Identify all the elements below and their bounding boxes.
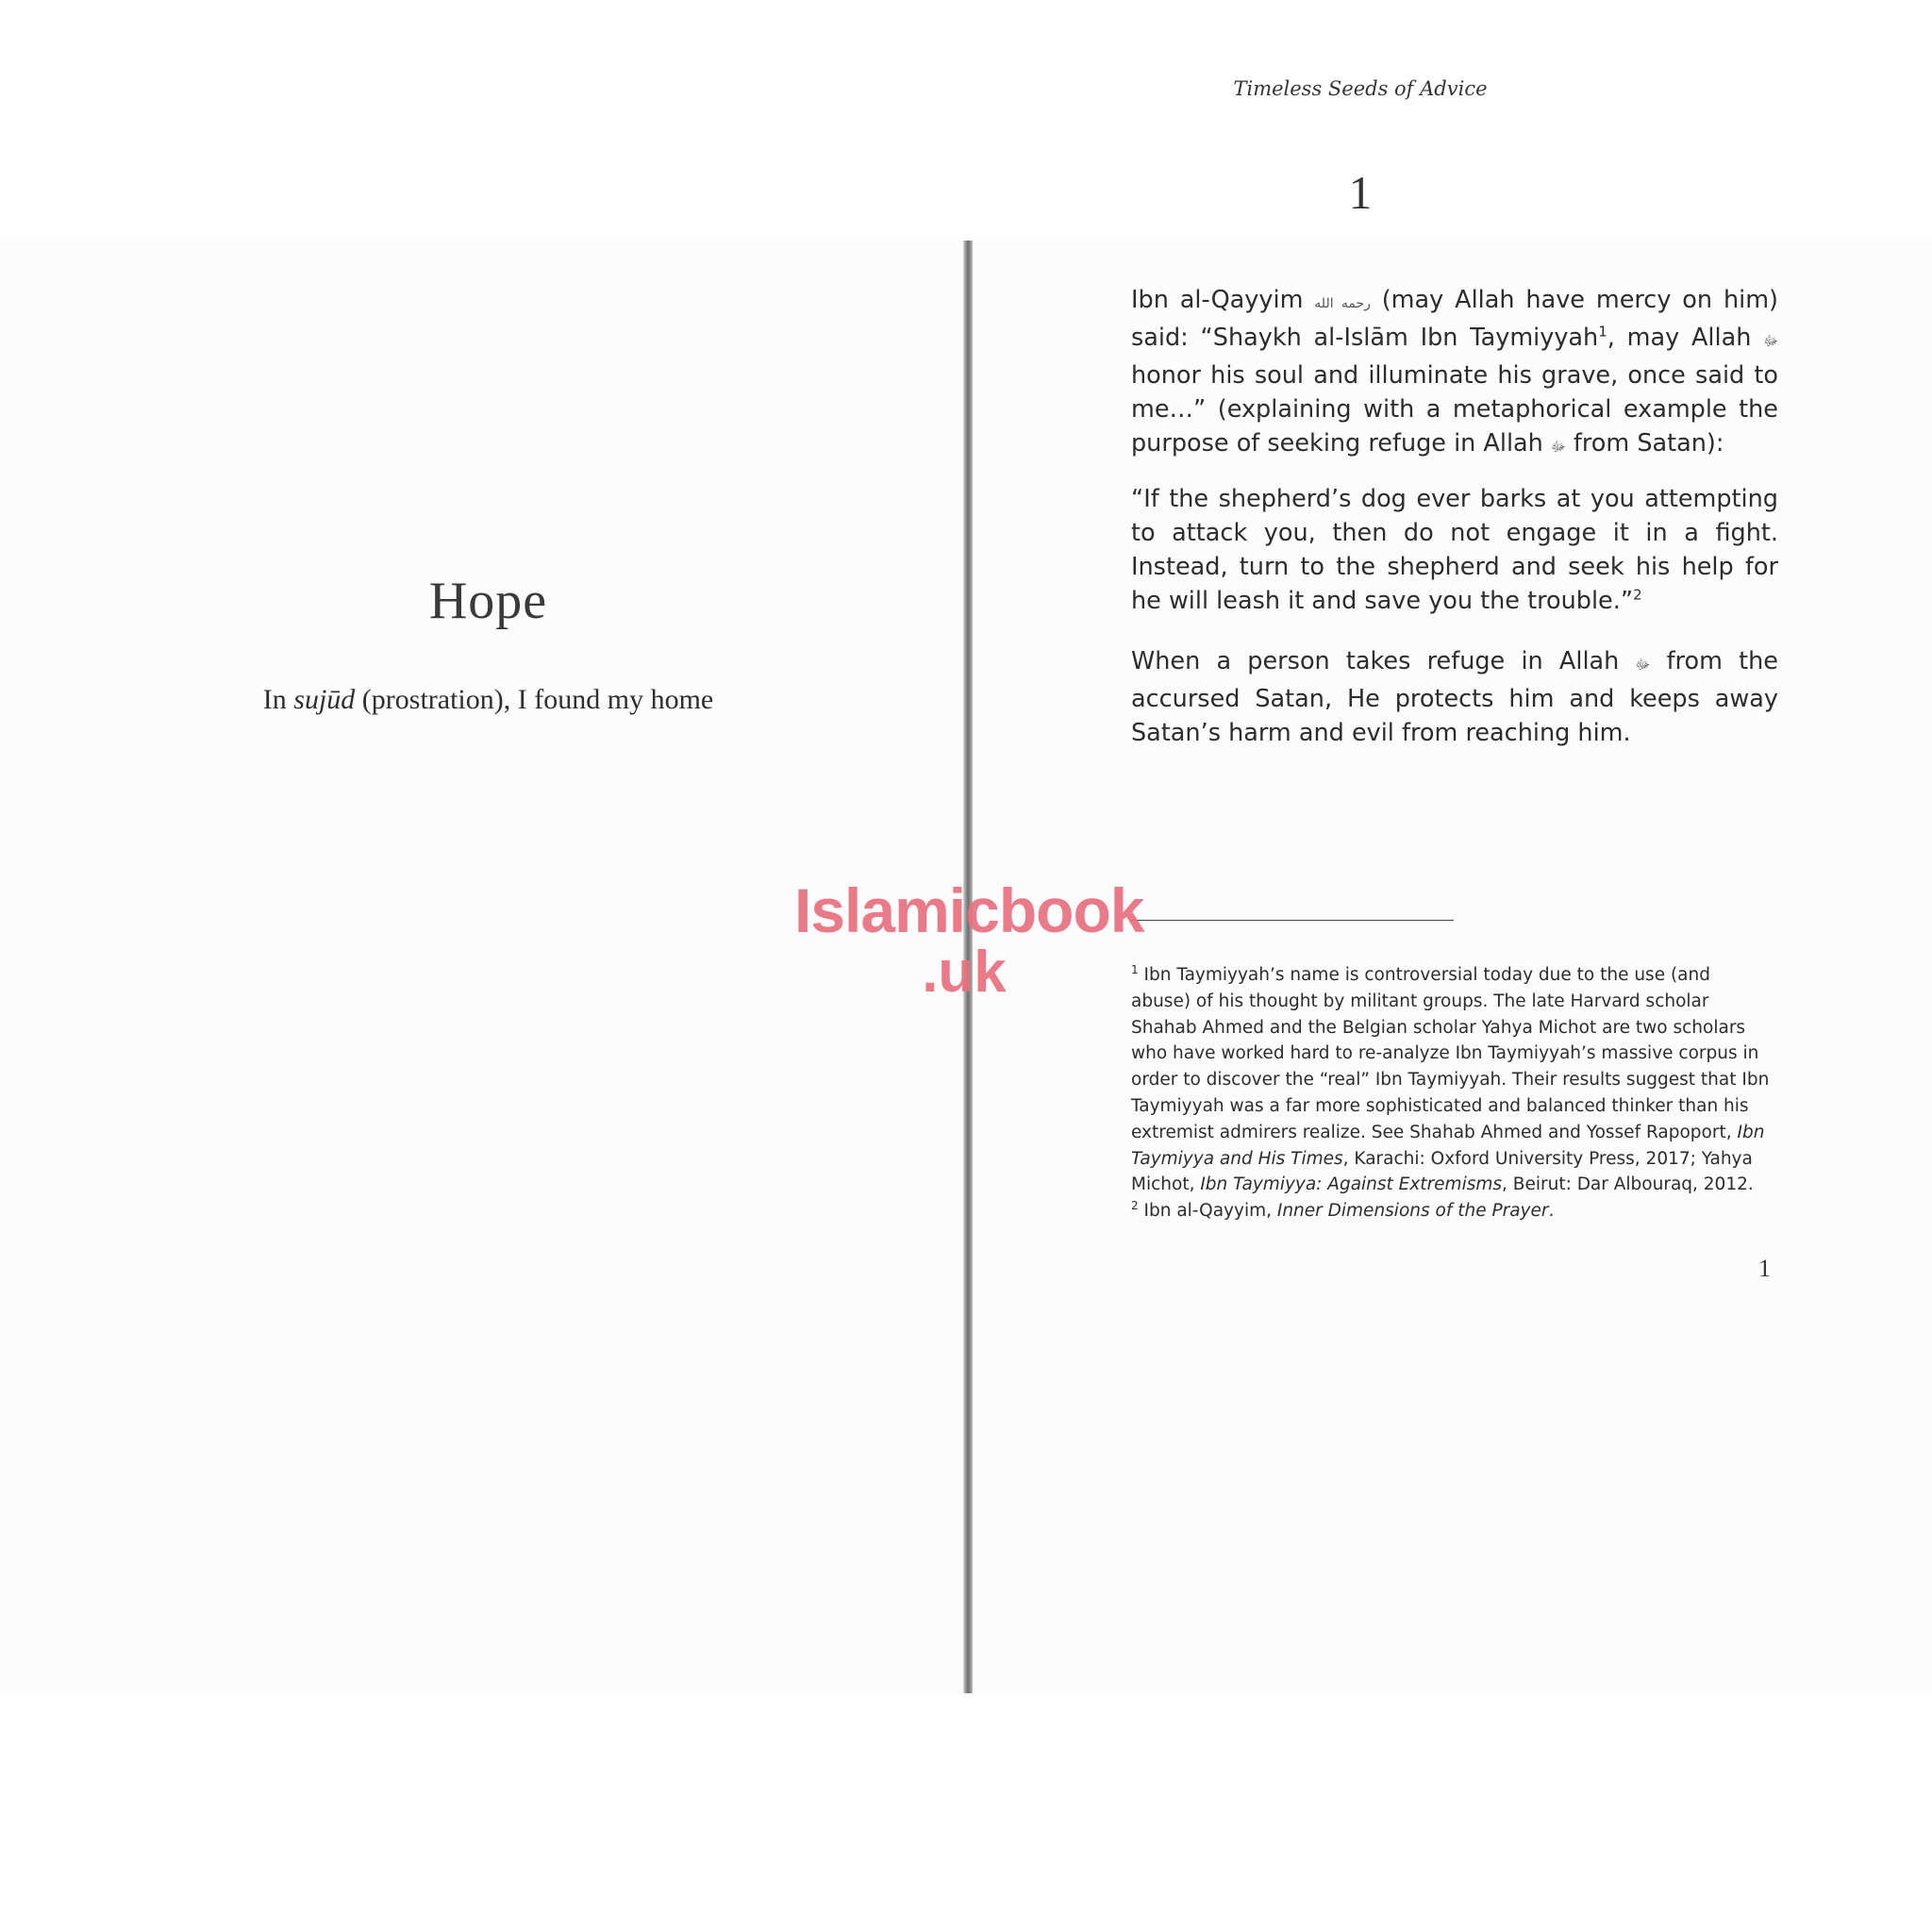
footnote-number: 1 bbox=[1131, 962, 1139, 976]
p1-text-a: Ibn al-Qayyim bbox=[1131, 286, 1315, 314]
body-paragraph-3 bbox=[1131, 644, 1778, 750]
watermark-line-2: .uk bbox=[922, 940, 1007, 1005]
body-paragraph-1 bbox=[1131, 283, 1778, 464]
footnote-2 bbox=[1131, 1198, 1773, 1224]
footnote-ref-2: 2 bbox=[1633, 586, 1642, 604]
footnote-text: Ibn Taymiyyah’s name is controversial today due to the use (and abuse) of his thought by militant groups. The late Harvard scholar Shahab Ahmed and the Belgian scholar Yahya Michot are two scholars who have worked hard to re-analyze Ibn Taymiyyah’s massive corpus in order to discover the “real” Ibn Taymiyyah. Their results suggest that Ibn Taymiyyah was a far more sophisticated and balanced thinker than his extremist admirers realize. See Shahab Ahmed and Yossef Rapoport, bbox=[1131, 965, 1770, 1142]
running-head: Timeless Seeds of Advice bbox=[1233, 77, 1488, 100]
p3-text-a: When a person takes refuge in Allah bbox=[1131, 647, 1636, 675]
subtitle-italic-term: sujūd bbox=[293, 684, 356, 715]
footnote-text: Ibn al-Qayyim, bbox=[1138, 1201, 1277, 1222]
p1-text-b: (may Allah have mercy on him) said: “Shaykh al-Islām Ibn Taymiyyah bbox=[1131, 286, 1778, 352]
footnote-rule bbox=[1131, 920, 1454, 921]
p3-text-b: from the accursed Satan, He protects him and keeps away Satan’s harm and evil from reaching him. bbox=[1131, 647, 1778, 747]
section-number: 1 bbox=[1348, 166, 1373, 219]
footnotes bbox=[1131, 962, 1773, 1224]
footnote-italic-title: Ibn Taymiyya and His Times bbox=[1131, 1122, 1765, 1169]
p1-text-e: from Satan): bbox=[1565, 429, 1724, 458]
watermark-logo bbox=[794, 875, 1144, 1005]
footnote-number: 2 bbox=[1131, 1199, 1139, 1213]
watermark-line-1: Islamicbook bbox=[794, 875, 1144, 945]
footnote-text: . bbox=[1548, 1201, 1555, 1222]
honorific-symbol-icon: ﷻ bbox=[1635, 658, 1651, 673]
chapter-subtitle bbox=[0, 684, 976, 716]
page-number: 1 bbox=[1758, 1255, 1771, 1282]
p1-text-c: , may Allah bbox=[1607, 324, 1764, 352]
subtitle-prefix: In bbox=[262, 684, 294, 715]
body-paragraph-2 bbox=[1131, 482, 1778, 618]
honorific-symbol-icon: ﷻ bbox=[1550, 440, 1566, 455]
footnote-1 bbox=[1131, 962, 1773, 1198]
subtitle-suffix: (prostration), I found my home bbox=[355, 684, 714, 715]
honorific-symbol-icon: ﷻ bbox=[1763, 334, 1778, 349]
footnote-text: , Karachi: Oxford University Press, 2017; Yahya Michot, bbox=[1131, 1148, 1753, 1195]
footnote-text: , Beirut: Dar Albouraq, 2012. bbox=[1502, 1174, 1754, 1195]
footnote-italic-title: Inner Dimensions of the Prayer bbox=[1276, 1201, 1549, 1222]
p1-text-d: honor his soul and illuminate his grave, once said to me…” (explaining with a metaphorical example the purpose of seeking refuge in Allah bbox=[1131, 361, 1778, 458]
chapter-title: Hope bbox=[428, 572, 548, 630]
p2-text: “If the shepherd’s dog ever barks at you attempting to attack you, then do not engage it in a fight. Instead, turn to the shepherd and seek his help for he will leash it and save you the trouble.” bbox=[1131, 485, 1778, 615]
footnote-italic-title: Ibn Taymiyya: Against Extremisms bbox=[1200, 1174, 1503, 1195]
honorific-text: رحمه الله bbox=[1314, 296, 1371, 311]
footnote-ref-1: 1 bbox=[1598, 323, 1607, 341]
